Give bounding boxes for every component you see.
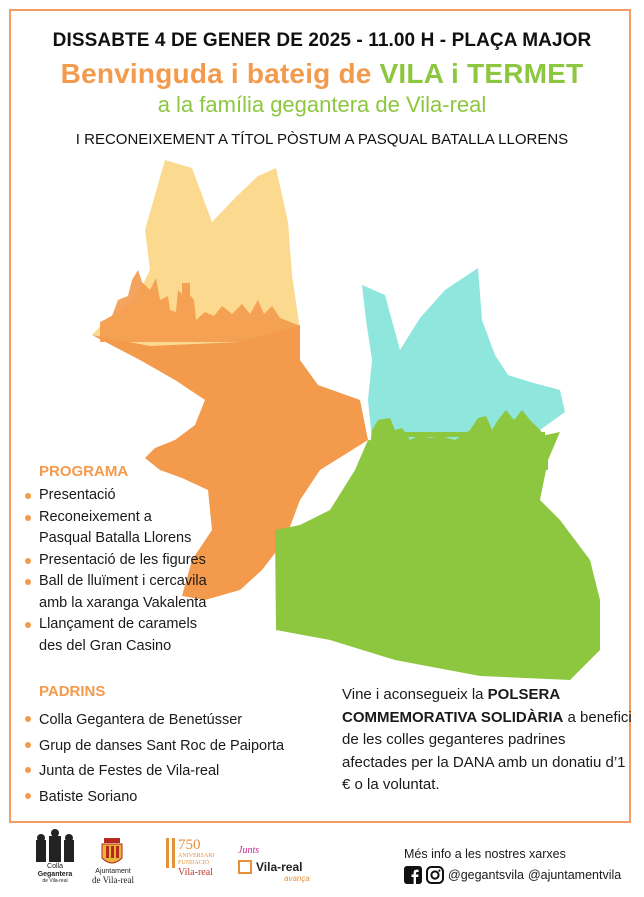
programa-title: PROGRAMA bbox=[39, 463, 129, 480]
padrins-item: Grup de danses Sant Roc de Paiporta bbox=[24, 734, 284, 760]
social-row bbox=[404, 866, 621, 884]
vila-real-mark-icon bbox=[238, 860, 252, 874]
padrins-title: PADRINS bbox=[39, 683, 106, 700]
ajuntament-text: Ajuntament de Vila-real bbox=[91, 868, 135, 885]
padrins-item: Colla Gegantera de Benetússer bbox=[24, 708, 284, 734]
ajuntament-logo bbox=[102, 838, 122, 863]
programa-item: Presentació bbox=[24, 485, 207, 507]
main-title-part1: Benvinguda i bateig de bbox=[60, 58, 380, 89]
main-title-part2: VILA i TERMET bbox=[379, 58, 584, 89]
colla-gegantera-logo bbox=[36, 829, 74, 862]
aniversari-text: 750 ANIVERSARI FUNDACIÓ Vila-real bbox=[178, 837, 215, 878]
handle-ajuntamentvila[interactable]: @ajuntamentvila bbox=[527, 868, 622, 882]
info-title: Més info a les nostres xarxes bbox=[404, 847, 566, 861]
programa-item: Reconeixement a Pasqual Batalla Llorens bbox=[24, 507, 207, 550]
handle-gegantsvila[interactable]: @gegantsvila bbox=[448, 868, 524, 882]
subtitle: a la família gegantera de Vila-real bbox=[157, 92, 487, 117]
junts-vila-real-logo: Junts Vila-real avança bbox=[238, 845, 310, 883]
promo-bold: POLSERA COMMEMORATIVA SOLIDÀRIA bbox=[342, 686, 564, 726]
programa-item: Ball de lluïment i cercavila amb la xaranga Vakalenta bbox=[24, 571, 207, 614]
instagram-icon[interactable] bbox=[426, 866, 444, 884]
aniversari-logo bbox=[166, 838, 175, 868]
colla-gegantera-text: Colla Gegantera de Vila-real bbox=[37, 863, 73, 884]
padrins-item: Batiste Soriano bbox=[24, 785, 284, 811]
programa-item: Llançament de caramels des del Gran Casino bbox=[24, 614, 207, 657]
promo-text: Vine i aconsegueix la POLSERA COMMEMORATIVA SOLIDÀRIA a benefici de les colles geganteres padrines afectades per la DANA amb un donatiu d’1 € o la voluntat. bbox=[342, 686, 632, 793]
tribute-line: I RECONEIXEMENT A TÍTOL PÒSTUM A PASQUAL BATALLA LLORENS bbox=[75, 131, 569, 148]
date-line: DISSABTE 4 DE GENER DE 2025 - 11.00 H - PLAÇA MAJOR bbox=[52, 30, 592, 51]
facebook-icon[interactable] bbox=[404, 866, 422, 884]
programa-item: Presentació de les figures bbox=[24, 550, 207, 572]
padrins-item: Junta de Festes de Vila-real bbox=[24, 759, 284, 785]
